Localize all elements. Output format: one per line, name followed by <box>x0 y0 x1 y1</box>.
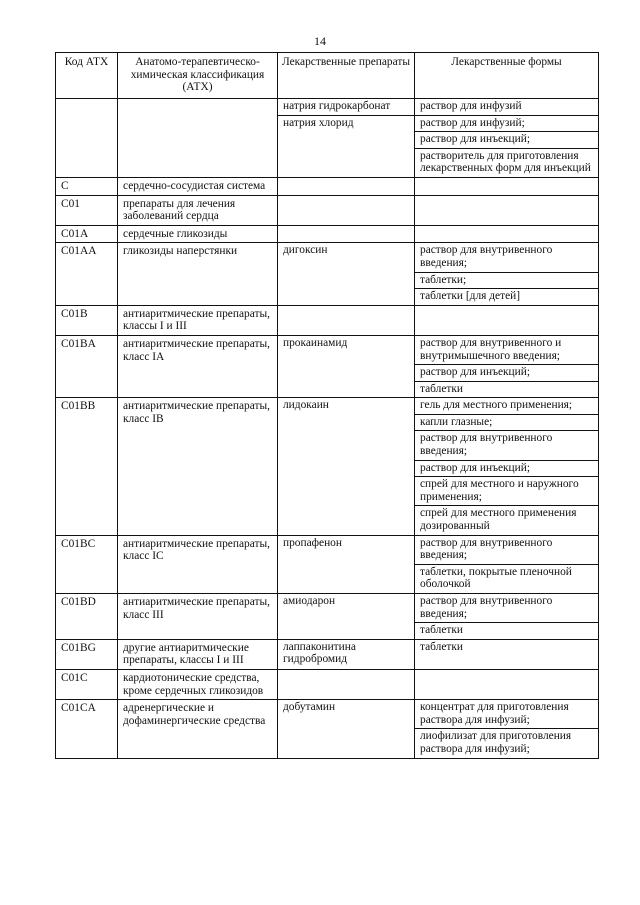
drug-name: лаппаконитина гидробромид <box>283 640 356 666</box>
dosage-form: спрей для местного и наружного применения; <box>415 477 598 506</box>
atx-class-name: антиаритмические препараты, классы I и III <box>123 307 270 333</box>
forms-cell <box>415 535 599 593</box>
forms-cell <box>415 639 599 669</box>
drug-cell <box>278 305 415 335</box>
atx-code: C01AA <box>61 245 97 258</box>
atx-class-cell <box>118 398 278 535</box>
atx-class-name: антиаритмические препараты, класс IC <box>123 537 270 563</box>
atx-class-name: адренергические и дофаминергические средства <box>123 702 266 727</box>
atx-code-cell <box>56 535 118 593</box>
atx-class-cell <box>118 99 278 178</box>
atx-code-cell <box>56 639 118 669</box>
header-atx-code: Код АТХ <box>56 53 118 99</box>
atx-class-name: кардиотонические средства, кроме сердечных гликозидов <box>123 671 264 697</box>
dosage-form: раствор для внутривенного введения; <box>415 536 598 565</box>
drug-name: добутамин <box>283 701 336 714</box>
atx-code: C01 <box>61 197 80 210</box>
atx-class-cell <box>118 243 278 305</box>
dosage-forms-list <box>415 336 598 397</box>
atx-code-cell <box>56 669 118 699</box>
dosage-form: таблетки <box>420 640 464 653</box>
atx-code: C01BD <box>61 596 96 608</box>
drug-cell <box>278 594 415 640</box>
header-atx-classification: Анатомо-терапевтическо-химическая классификация (АТХ) <box>118 53 278 99</box>
dosage-form: растворитель для приготовления лекарственных форм для инъекций <box>420 149 591 175</box>
dosage-form: концентрат для приготовления раствора для инфузий; <box>415 700 598 729</box>
drug-cell <box>278 99 415 116</box>
drug-cell <box>278 115 415 177</box>
dosage-form: лиофилизат для приготовления раствора для инфузий; <box>420 730 572 755</box>
page-number: 14 <box>314 34 326 48</box>
atx-code: C01BB <box>61 400 96 413</box>
drug-cell <box>278 669 415 699</box>
atx-code-cell <box>56 177 118 195</box>
table-row <box>56 99 599 116</box>
atx-code: C01BC <box>61 537 96 550</box>
dosage-forms-list <box>415 243 598 304</box>
atx-code-cell <box>56 594 118 640</box>
dosage-form: таблетки [для детей] <box>420 290 521 303</box>
dosage-form: раствор для инфузий; <box>415 116 598 133</box>
atx-code-cell <box>56 99 118 178</box>
drug-cell <box>278 639 415 669</box>
dosage-form: капли глазные; <box>415 415 598 432</box>
atx-class-name: антиаритмические препараты, класс IA <box>123 337 270 363</box>
table-row <box>56 398 599 535</box>
forms-cell <box>415 700 599 758</box>
atx-code: C01BG <box>61 641 96 654</box>
table-row <box>56 639 599 669</box>
atx-class-cell <box>118 225 278 243</box>
atx-class-name: антиаритмические препараты, класс III <box>123 596 270 621</box>
dosage-forms-list <box>415 536 598 593</box>
dosage-form: раствор для внутривенного введения; <box>415 594 598 623</box>
atx-code-cell <box>56 700 118 758</box>
atx-code-cell <box>56 225 118 243</box>
table-row <box>56 177 599 195</box>
table-header-row <box>56 53 599 99</box>
dosage-form: спрей для местного применения дозированный <box>420 507 577 533</box>
table-row <box>56 700 599 758</box>
atx-class-name: гликозиды наперстянки <box>123 245 238 258</box>
forms-cell <box>415 99 599 116</box>
drug-cell <box>278 177 415 195</box>
atx-class-name: сердечные гликозиды <box>123 227 228 240</box>
atx-class-name: антиаритмические препараты, класс IB <box>123 400 270 425</box>
atx-code-cell <box>56 335 118 397</box>
drug-cell <box>278 335 415 397</box>
table-row <box>56 305 599 335</box>
atx-code-cell <box>56 195 118 225</box>
table-row <box>56 594 599 640</box>
drug-cell <box>278 225 415 243</box>
atx-code-cell <box>56 305 118 335</box>
forms-cell <box>415 305 599 335</box>
drug-name: амиодарон <box>283 595 336 607</box>
dosage-forms-list <box>415 700 598 757</box>
forms-cell <box>415 243 599 305</box>
atx-class-cell <box>118 335 278 397</box>
atx-class-name: другие антиаритмические препараты, классы I и III <box>123 641 249 667</box>
table-row <box>56 535 599 593</box>
table-row <box>56 243 599 305</box>
dosage-form: раствор для внутривенного введения; <box>415 243 598 272</box>
drug-cell <box>278 195 415 225</box>
forms-cell <box>415 669 599 699</box>
drug-name: лидокаин <box>283 399 329 412</box>
atx-class-cell <box>118 639 278 669</box>
forms-cell <box>415 195 599 225</box>
drug-name: прокаинамид <box>283 336 348 349</box>
forms-cell <box>415 115 599 177</box>
table-row <box>56 669 599 699</box>
atx-code-cell <box>56 398 118 535</box>
atx-class-cell <box>118 669 278 699</box>
drug-cell <box>278 243 415 305</box>
drug-cell <box>278 700 415 758</box>
drug-name: дигоксин <box>283 244 328 257</box>
dosage-forms-list <box>415 116 598 177</box>
dosage-forms-list <box>415 594 598 639</box>
atx-code: C01B <box>61 307 88 320</box>
dosage-form: раствор для внутривенного и внутримышечного введения; <box>415 336 598 365</box>
dosage-form: таблетки, покрытые пленочной оболочкой <box>420 565 572 591</box>
drug-cell <box>278 398 415 535</box>
atx-code: C01CA <box>61 702 96 715</box>
forms-cell <box>415 594 599 640</box>
dosage-form: таблетки <box>420 624 464 637</box>
dosage-form: раствор для инъекций; <box>415 132 598 149</box>
atx-code <box>56 99 117 103</box>
atx-code: C <box>61 179 69 192</box>
table-body <box>56 99 599 759</box>
drug-name: натрия хлорид <box>283 116 354 129</box>
forms-cell <box>415 335 599 397</box>
atx-code: C01A <box>61 227 89 240</box>
atx-class-name <box>118 99 277 103</box>
atx-code: C01BA <box>61 337 96 350</box>
forms-cell <box>415 225 599 243</box>
dosage-forms-list <box>415 398 598 534</box>
atx-class-cell <box>118 305 278 335</box>
atx-class-cell <box>118 594 278 640</box>
atx-code-cell <box>56 243 118 305</box>
header-drugs: Лекарственные препараты <box>278 53 415 99</box>
header-dosage-forms: Лекарственные формы <box>415 53 599 99</box>
table-row <box>56 225 599 243</box>
atx-class-cell <box>118 535 278 593</box>
drug-name: натрия гидрокарбонат <box>283 100 391 112</box>
forms-cell <box>415 177 599 195</box>
dosage-form: таблетки <box>420 382 464 395</box>
dosage-form: раствор для инфузий <box>420 100 522 112</box>
atx-class-cell <box>118 700 278 758</box>
atx-class-cell <box>118 177 278 195</box>
dosage-form: таблетки; <box>415 273 598 290</box>
table-row <box>56 195 599 225</box>
dosage-form: раствор для инъекций; <box>415 461 598 478</box>
dosage-form: раствор для инъекций; <box>415 365 598 382</box>
drug-cell <box>278 535 415 593</box>
dosage-form: гель для местного применения; <box>415 398 598 415</box>
dosage-form: раствор для внутривенного введения; <box>415 431 598 460</box>
table-row <box>56 335 599 397</box>
atx-code: C01C <box>61 671 88 684</box>
atx-class-cell <box>118 195 278 225</box>
dosage-forms-list <box>415 640 598 656</box>
forms-cell <box>415 398 599 535</box>
atx-table <box>55 52 599 759</box>
atx-class-name: препараты для лечения заболеваний сердца <box>123 197 236 223</box>
drug-name: пропафенон <box>283 536 342 549</box>
dosage-forms-list <box>415 99 598 115</box>
atx-class-name: сердечно-сосудистая система <box>123 179 266 192</box>
